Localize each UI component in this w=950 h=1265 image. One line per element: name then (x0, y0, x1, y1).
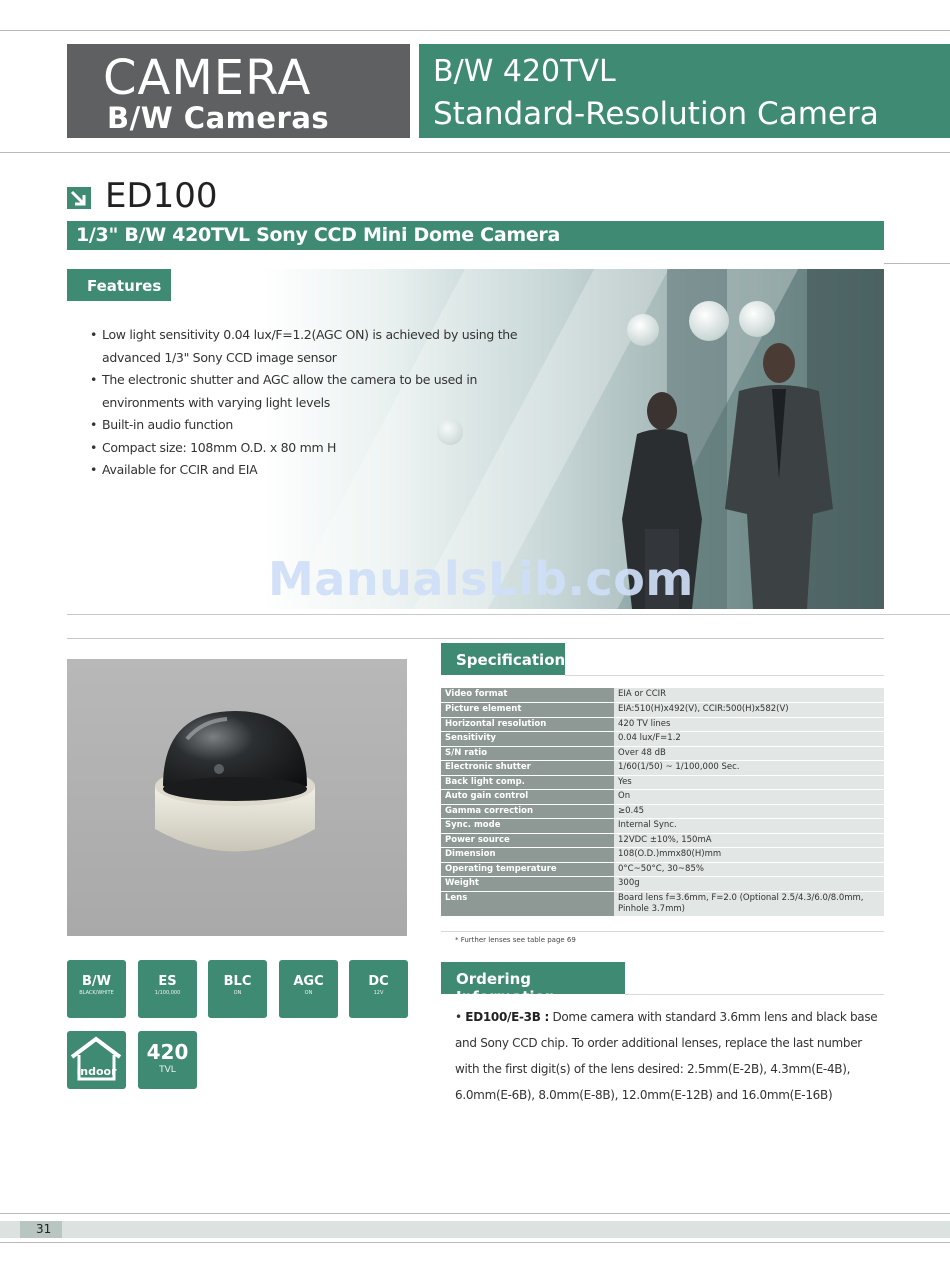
footer-rule (0, 1242, 950, 1243)
man-figure (717, 339, 837, 609)
section-rule (67, 638, 884, 639)
arrow-icon (67, 187, 91, 209)
agc-badge (279, 960, 338, 1018)
spec-key: S/N ratio (441, 746, 614, 761)
street-lamp (627, 314, 659, 346)
header-rule (0, 152, 950, 153)
spec-value: ≥0.45 (614, 804, 884, 819)
specification-label: Specification (441, 643, 565, 675)
model-description-bar (67, 221, 884, 250)
spec-row (441, 688, 884, 703)
spec-value: EIA or CCIR (614, 688, 884, 703)
badge-label: ES (158, 974, 177, 989)
badge-label: B/W (82, 974, 111, 989)
top-rule (0, 30, 950, 31)
spec-key: Picture element (441, 703, 614, 718)
spec-key: Back light comp. (441, 775, 614, 790)
badge-sublabel: TVL (159, 1065, 176, 1075)
spec-value: Internal Sync. (614, 819, 884, 834)
product-line-title-line2: Standard-Resolution Camera (433, 96, 879, 132)
street-lamp (739, 301, 775, 337)
spec-value: On (614, 790, 884, 805)
feature-item: • Low light sensitivity 0.04 lux/F=1.2(AGC ON) is achieved by using the advanced 1/3" Sony CCD image sensor (90, 324, 560, 369)
section-rule (565, 675, 884, 676)
spec-value: 1/60(1/50) ~ 1/100,000 Sec. (614, 761, 884, 776)
spec-value: 12VDC ±10%, 150mA (614, 833, 884, 848)
model-name: ED100 (105, 176, 218, 216)
spec-row (441, 746, 884, 761)
page-number: 31 (20, 1221, 62, 1238)
section-rule (67, 614, 950, 615)
spec-value: EIA:510(H)x492(V), CCIR:500(H)x582(V) (614, 703, 884, 718)
product-photo (67, 659, 407, 936)
spec-row (441, 862, 884, 877)
features-list (90, 324, 560, 482)
badge-sublabel: ON (233, 990, 242, 996)
spec-row (441, 891, 884, 916)
feature-item: • Compact size: 108mm O.D. x 80 mm H (90, 437, 560, 460)
spec-key: Power source (441, 833, 614, 848)
spec-row (441, 761, 884, 776)
category-subtitle: B/W Cameras (107, 101, 330, 135)
indoor-badge (67, 1031, 126, 1089)
spec-key: Electronic shutter (441, 761, 614, 776)
feature-item: • The electronic shutter and AGC allow the camera to be used in environments with varying light levels (90, 369, 560, 414)
badge-sublabel: 12V (373, 990, 384, 996)
section-rule (441, 931, 884, 932)
spec-row (441, 819, 884, 834)
spec-value: Yes (614, 775, 884, 790)
badge-label: BLC (223, 974, 252, 989)
spec-key: Operating temperature (441, 862, 614, 877)
specification-table (441, 688, 884, 917)
spec-value: 108(O.D.)mmx80(H)mm (614, 848, 884, 863)
badge-label: AGC (293, 974, 324, 989)
spec-key: Video format (441, 688, 614, 703)
spec-value: 300g (614, 877, 884, 892)
spec-value: Over 48 dB (614, 746, 884, 761)
spec-row (441, 848, 884, 863)
model-bar-tail-rule (884, 263, 950, 264)
ordering-label: Ordering Information (441, 962, 625, 994)
spec-value: Board lens f=3.6mm, F=2.0 (Optional 2.5/4.3/6.0/8.0mm, Pinhole 3.7mm) (614, 891, 884, 916)
spec-value: 0.04 lux/F=1.2 (614, 732, 884, 747)
ordering-text: • ED100/E-3B : Dome camera with standard 3.6mm lens and black base and Sony CCD chip. To order additional lenses, replace the last number with the first digit(s) of the lens desired: 2.5mm(E-2B), 4.3mm(E-4B), 6.0mm(E-6B), 8.0mm(E-8B), 12.0mm(E-12B) and 16.0mm(E-16B) (455, 1010, 878, 1102)
dc-badge (349, 960, 408, 1018)
badge-sublabel: BLACK/WHITE (79, 990, 114, 996)
dome-camera-image (67, 659, 407, 936)
product-line-title-line1: B/W 420TVL (433, 54, 616, 89)
spec-row (441, 703, 884, 718)
badge-label: indoor (76, 1065, 117, 1078)
badge-sublabel: 1/100,000 (154, 990, 181, 996)
badge-sublabel: ON (304, 990, 313, 996)
category-box (67, 44, 410, 138)
feature-item: • Available for CCIR and EIA (90, 459, 560, 482)
spec-key: Dimension (441, 848, 614, 863)
spec-key: Auto gain control (441, 790, 614, 805)
spec-value: 0°C~50°C, 30~85% (614, 862, 884, 877)
spec-key: Gamma correction (441, 804, 614, 819)
spec-row (441, 732, 884, 747)
section-rule (625, 994, 884, 995)
badge-label: 420 (146, 1040, 189, 1064)
spec-row (441, 775, 884, 790)
resolution-badge (138, 1031, 197, 1089)
house-icon (67, 1031, 126, 1089)
spec-row (441, 804, 884, 819)
spec-key: Horizontal resolution (441, 717, 614, 732)
spec-key: Lens (441, 891, 614, 916)
model-description: 1/3" B/W 420TVL Sony CCD Mini Dome Camera (76, 224, 561, 246)
footer-bar (0, 1221, 950, 1238)
street-lamp (689, 301, 729, 341)
product-line-title-box (419, 44, 950, 138)
feature-item: • Built-in audio function (90, 414, 560, 437)
features-label: Features (67, 269, 171, 301)
badge-label: DC (368, 974, 389, 989)
spec-row (441, 833, 884, 848)
footer-rule (0, 1213, 950, 1214)
spec-key: Weight (441, 877, 614, 892)
spec-row (441, 790, 884, 805)
spec-value: 420 TV lines (614, 717, 884, 732)
bw-badge (67, 960, 126, 1018)
spec-key: Sync. mode (441, 819, 614, 834)
category-title: CAMERA (103, 50, 312, 106)
blc-badge (208, 960, 267, 1018)
watermark: ManualsLib.com (268, 552, 694, 606)
es-badge (138, 960, 197, 1018)
spec-row (441, 877, 884, 892)
specification-note: * Further lenses see table page 69 (455, 936, 576, 944)
spec-row (441, 717, 884, 732)
ordering-code: ED100/E-3B : (465, 1010, 549, 1024)
ordering-description: Dome camera with standard 3.6mm lens and black base and Sony CCD chip. To order additional lenses, replace the last number with the first digit(s) of the lens desired: 2.5mm(E-2B), 4.3mm(E-4B), 6.0mm(E-6B), 8.0mm(E-8B), 12.0mm(E-12B) and 16.0mm(E-16B) (455, 1010, 878, 1102)
spec-key: Sensitivity (441, 732, 614, 747)
